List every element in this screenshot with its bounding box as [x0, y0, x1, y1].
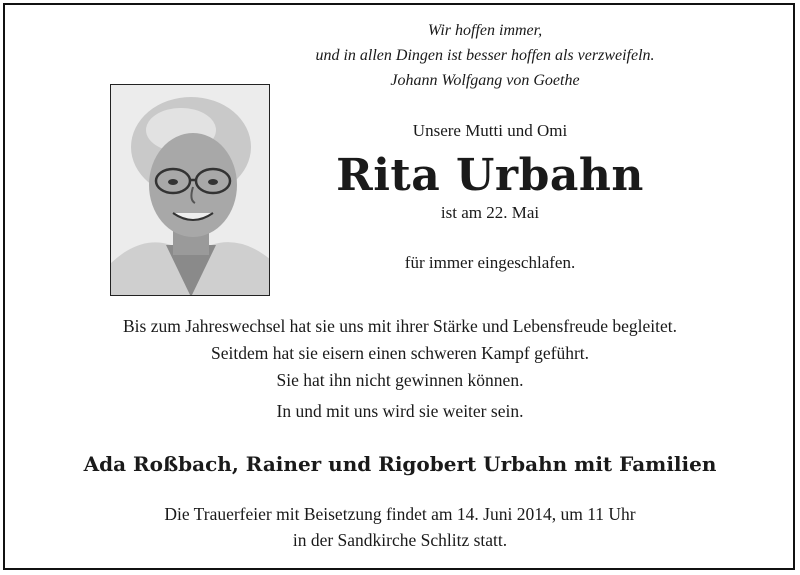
- death-date: ist am 22. Mai: [440, 203, 540, 222]
- deceased-name: Rita Urbahn: [336, 150, 644, 201]
- body-line-3: Sie hat ihn nicht gewinnen können.: [276, 370, 524, 390]
- quote-line-2: und in allen Dingen ist besser hoffen als verzweifeln.: [315, 47, 655, 64]
- quote-author: Johann Wolfgang von Goethe: [390, 72, 580, 89]
- funeral-line-2: in der Sandkirche Schlitz statt.: [292, 530, 508, 550]
- quote-line-1: Wir hoffen immer,: [427, 22, 543, 39]
- body-line-1: Bis zum Jahreswechsel hat sie uns mit ihrer Stärke und Lebensfreude begleitet.: [122, 316, 677, 336]
- intro-line: Unsere Mutti und Omi: [412, 121, 568, 140]
- body-line-2: Seitdem hat sie eisern einen schweren Kampf geführt.: [210, 343, 590, 363]
- funeral-line-1: Die Trauerfeier mit Beisetzung findet am 14. Juni 2014, um 11 Uhr: [164, 504, 636, 524]
- sleep-line: für immer eingeschlafen.: [404, 253, 576, 272]
- portrait-photo-icon: [110, 84, 270, 296]
- body-line-4: In und mit uns wird sie weiter sein.: [276, 401, 524, 421]
- family-names: Ada Roßbach, Rainer und Rigobert Urbahn mit Familien: [83, 452, 717, 476]
